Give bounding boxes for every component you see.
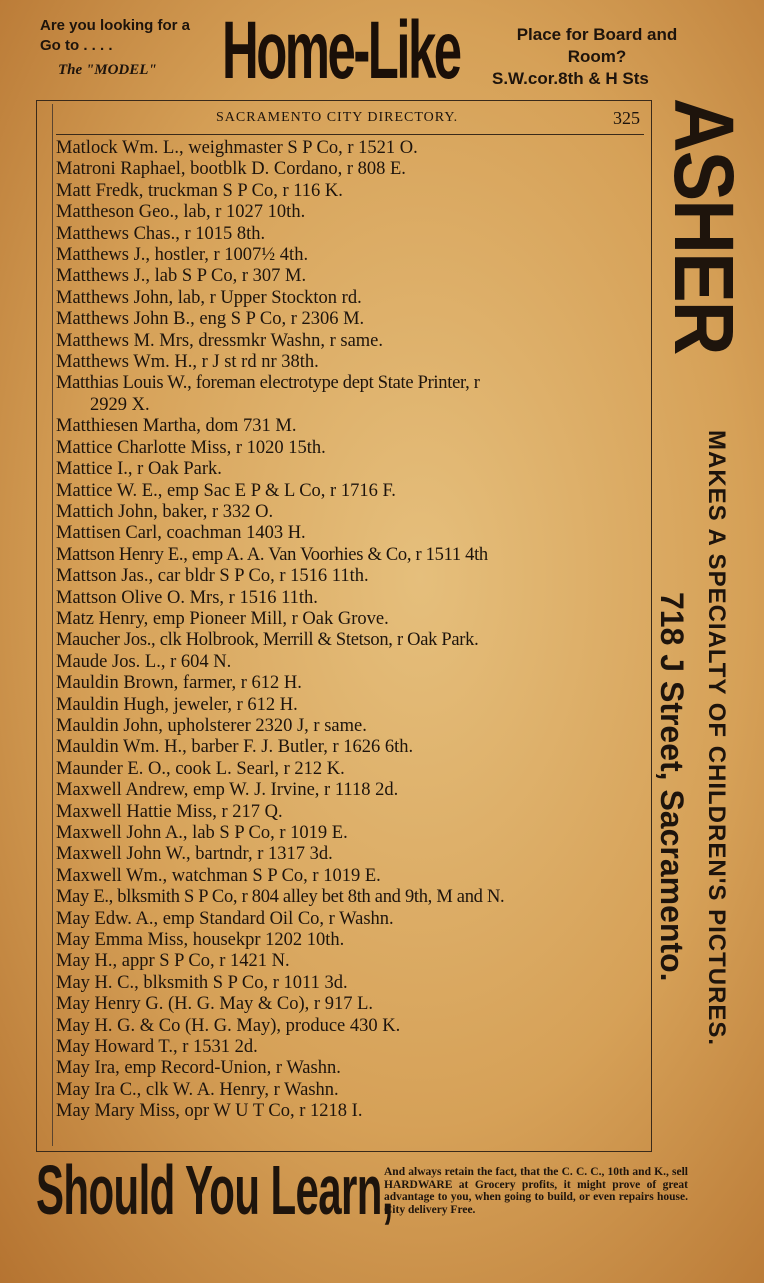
page-header [56, 108, 644, 135]
directory-entry: Matthews Chas., r 1015 8th. [56, 223, 266, 244]
page-number: 325 [613, 108, 640, 128]
ad-asher-name: ASHER [657, 98, 751, 354]
ad-top-left-line1: Are you looking for a [40, 17, 191, 34]
directory-entry: Matthiesen Martha, dom 731 M. [56, 416, 297, 437]
ad-asher-specialty: MAKES A SPECIALTY OF CHILDREN'S PICTURES. [703, 430, 730, 1047]
directory-entry: Mattson Henry E., emp A. A. Van Voorhies & Co, r 1511 4th [56, 544, 488, 565]
directory-entry: May Emma Miss, housekpr 1202 10th. [56, 930, 345, 951]
directory-entry: Maucher Jos., clk Holbrook, Merrill & Stetson, r Oak Park. [56, 630, 479, 651]
directory-entry: Mattice I., r Oak Park. [56, 459, 222, 480]
directory-entry: May Howard T., r 1531 2d. [56, 1037, 258, 1058]
ad-top-left [40, 16, 220, 80]
directory-entry: Maxwell Wm., watchman S P Co, r 1019 E. [56, 865, 381, 886]
directory-entry: Matthews John, lab, r Upper Stockton rd. [56, 287, 362, 308]
directory-entry: May Edw. A., emp Standard Oil Co, r Washn. [56, 908, 394, 929]
directory-entry: Mattice W. E., emp Sac E P & L Co, r 1716 F. [56, 480, 396, 501]
directory-title: SACRAMENTO CITY DIRECTORY. [216, 110, 459, 125]
ad-bottom-body: And always retain the fact, that the C. C. C., 10th and K., sell HARDWARE at Grocery profits, it might prove of great advantage to you, when going to build, or even repairs house. City delivery Free. [384, 1166, 688, 1216]
directory-entry: Mattheson Geo., lab, r 1027 10th. [56, 202, 306, 223]
directory-entry: May H. G. & Co (H. G. May), produce 430 K. [56, 1015, 401, 1036]
directory-entry: Maunder E. O., cook L. Searl, r 212 K. [56, 758, 345, 779]
ad-asher [646, 98, 751, 428]
ad-top-left-line2: Go to . . . . [40, 37, 113, 54]
directory-entry: Mauldin Hugh, jeweler, r 612 H. [56, 694, 298, 715]
directory-entry: Matt Fredk, truckman S P Co, r 116 K. [56, 180, 343, 201]
ad-top-right-line2: Room? [567, 47, 627, 66]
directory-entry: Mattice Charlotte Miss, r 1020 15th. [56, 437, 326, 458]
directory-entry: Matthews Wm. H., r J st rd nr 38th. [56, 352, 319, 373]
directory-entry: Matthews J., hostler, r 1007½ 4th. [56, 245, 309, 266]
directory-entry: Maxwell Andrew, emp W. J. Irvine, r 1118 2d. [56, 780, 399, 801]
ad-top-right [492, 24, 702, 90]
directory-entry: Mattson Jas., car bldr S P Co, r 1516 11th. [56, 566, 369, 587]
directory-entry: May H., appr S P Co, r 1421 N. [56, 951, 290, 972]
ad-top-right-line3: S.W.cor.8th & H Sts [492, 69, 649, 88]
directory-entry: Maxwell John A., lab S P Co, r 1019 E. [56, 823, 348, 843]
directory-entry: May Ira, emp Record-Union, r Washn. [56, 1058, 341, 1079]
directory-entry: 2929 X. [90, 394, 150, 415]
ad-home-like-headline: Home-Like [222, 5, 460, 96]
ad-asher-address: 718 J Street, Sacramento. [654, 592, 690, 982]
directory-entry: Matthews J., lab S P Co, r 307 M. [56, 266, 307, 287]
directory-entry: Mauldin Wm. H., barber F. J. Butler, r 1626 6th. [56, 737, 414, 758]
directory-entry: Mauldin John, upholsterer 2320 J, r same. [56, 715, 367, 736]
directory-entry: May Henry G. (H. G. May & Co), r 917 L. [56, 994, 374, 1015]
directory-entry: Maude Jos. L., r 604 N. [56, 651, 232, 672]
directory-entries [56, 138, 646, 1123]
directory-entry: Mauldin Brown, farmer, r 612 H. [56, 673, 302, 694]
directory-entry: May H. C., blksmith S P Co, r 1011 3d. [56, 972, 348, 993]
directory-entry: Maxwell Hattie Miss, r 217 Q. [56, 801, 283, 822]
directory-entry: May E., blksmith S P Co, r 804 alley bet 8th and 9th, M and N. [56, 887, 505, 908]
directory-entry: May Ira C., clk W. A. Henry, r Washn. [56, 1079, 339, 1100]
ad-top-left-line3: The "MODEL" [58, 62, 157, 78]
directory-entry: Matthews John B., eng S P Co, r 2306 M. [56, 309, 365, 330]
directory-entry: Mattich John, baker, r 332 O. [56, 501, 274, 522]
directory-entry: Maxwell John W., bartndr, r 1317 3d. [56, 844, 333, 865]
directory-entry: Matz Henry, emp Pioneer Mill, r Oak Grove. [56, 608, 389, 629]
directory-entry: Mattson Olive O. Mrs, r 1516 11th. [56, 587, 318, 608]
directory-entry: Matthias Louis W., foreman electrotype dept State Printer, r [56, 373, 480, 394]
directory-entry: Mattisen Carl, coachman 1403 H. [56, 523, 306, 544]
ad-bottom-headline: Should You Learn, [36, 1151, 393, 1229]
directory-entry: Matlock Wm. L., weighmaster S P Co, r 1521 O. [56, 138, 418, 158]
ad-top-right-line1: Place for Board and [516, 25, 678, 44]
directory-entry: Matroni Raphael, bootblk D. Cordano, r 808 E. [56, 159, 406, 180]
directory-entry: May Mary Miss, opr W U T Co, r 1218 I. [56, 1101, 363, 1122]
directory-entry: Matthews M. Mrs, dressmkr Washn, r same. [56, 330, 384, 351]
